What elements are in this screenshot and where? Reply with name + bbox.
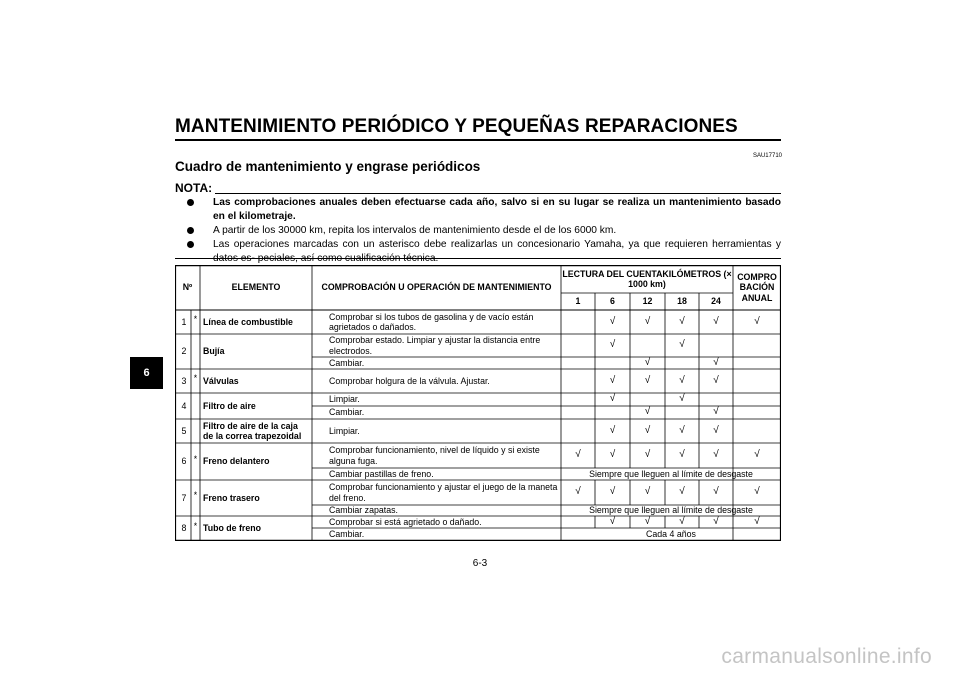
asterisk-marker: * bbox=[193, 314, 198, 324]
operation-text: Cambiar pastillas de freno. bbox=[329, 468, 434, 479]
asterisk-marker bbox=[191, 334, 200, 369]
check-mark: √ bbox=[575, 486, 581, 498]
empty-cell bbox=[733, 406, 781, 419]
maintenance-table bbox=[175, 265, 781, 541]
check-mark: √ bbox=[609, 374, 616, 386]
check-mark: √ bbox=[754, 315, 760, 327]
interval-span: Cada 4 años bbox=[646, 529, 696, 540]
header-element: ELEMENTO bbox=[231, 282, 281, 293]
title-rule bbox=[175, 139, 781, 141]
check-mark: √ bbox=[609, 393, 616, 405]
empty-cell bbox=[699, 334, 733, 357]
asterisk-marker: * bbox=[193, 373, 198, 383]
check-mark: √ bbox=[754, 486, 760, 498]
check-mark: √ bbox=[609, 486, 616, 498]
check-mark: √ bbox=[644, 424, 651, 436]
operation-text: Comprobar holgura de la válvula. Ajustar. bbox=[329, 375, 490, 386]
check-mark: √ bbox=[644, 374, 651, 386]
check-mark: √ bbox=[679, 449, 685, 461]
nota-rule bbox=[215, 193, 781, 194]
header-interval: 6 bbox=[610, 296, 615, 307]
header-interval: 1 bbox=[575, 296, 581, 307]
check-mark: √ bbox=[713, 449, 719, 461]
check-mark: √ bbox=[575, 449, 581, 461]
empty-cell bbox=[630, 393, 665, 406]
empty-cell bbox=[699, 393, 733, 406]
operation-text: Cambiar. bbox=[329, 529, 365, 540]
asterisk-marker bbox=[191, 393, 200, 419]
check-mark: √ bbox=[713, 406, 719, 418]
element-name: Filtro de aire de la caja de la correa trapezoidal bbox=[203, 420, 302, 441]
empty-cell bbox=[595, 406, 630, 419]
empty-cell bbox=[561, 516, 595, 528]
empty-cell bbox=[733, 357, 781, 369]
asterisk-marker: * bbox=[193, 490, 198, 500]
interval-span: Siempre que lleguen al límite de desgaste bbox=[589, 505, 753, 516]
element-name: Válvulas bbox=[203, 375, 239, 386]
check-mark: √ bbox=[679, 515, 685, 527]
operation-text: Limpiar. bbox=[329, 425, 360, 436]
header-annual: COMPRO BACIÓN ANUAL bbox=[737, 271, 777, 303]
check-mark: √ bbox=[609, 339, 616, 351]
nota-item-repeat bbox=[187, 224, 781, 238]
check-mark: √ bbox=[644, 356, 651, 368]
empty-cell bbox=[561, 369, 595, 393]
header-interval: 24 bbox=[711, 296, 721, 307]
asterisk-marker bbox=[191, 419, 200, 443]
empty-cell bbox=[561, 310, 595, 334]
check-mark: √ bbox=[644, 515, 651, 527]
check-mark: √ bbox=[609, 449, 616, 461]
row-number: 8 bbox=[181, 523, 187, 534]
operation-text: Cambiar. bbox=[329, 357, 365, 368]
check-mark: √ bbox=[679, 374, 685, 386]
empty-cell bbox=[733, 369, 781, 393]
check-mark: √ bbox=[644, 486, 651, 498]
operation-text: Comprobar funcionamiento, nivel de líquido y si existe alguna fuga. bbox=[329, 445, 540, 466]
page-number: 6-3 bbox=[472, 558, 488, 569]
check-mark: √ bbox=[679, 486, 685, 498]
empty-cell bbox=[733, 419, 781, 443]
check-mark: √ bbox=[609, 424, 616, 436]
operation-text: Cambiar zapatas. bbox=[329, 505, 398, 516]
empty-cell bbox=[665, 406, 699, 419]
nota-text: A partir de los 30000 km, repita los intervalos de mantenimiento desde el de los 6000 km. bbox=[213, 225, 617, 236]
nota-item-annual bbox=[187, 196, 781, 224]
empty-cell bbox=[733, 393, 781, 406]
operation-text: Limpiar. bbox=[329, 394, 360, 405]
check-mark: √ bbox=[679, 393, 685, 405]
check-mark: √ bbox=[713, 315, 719, 327]
empty-cell bbox=[561, 334, 595, 357]
header-no: Nº bbox=[182, 282, 193, 293]
interval-span: Siempre que lleguen al límite de desgaste bbox=[589, 468, 753, 479]
check-mark: √ bbox=[679, 424, 685, 436]
empty-cell bbox=[595, 357, 630, 369]
nota-text: Las operaciones marcadas con un asterisco debe realizarlas un concesionario Yamaha, ya que requieren herramientas y bbox=[213, 239, 781, 250]
row-number: 7 bbox=[181, 492, 187, 503]
element-name: Bujía bbox=[203, 346, 225, 357]
nota-label: NOTA: bbox=[175, 181, 213, 195]
asterisk-marker: * bbox=[193, 453, 198, 464]
check-mark: √ bbox=[713, 374, 719, 386]
row-number: 5 bbox=[181, 425, 187, 436]
row-number: 3 bbox=[181, 375, 187, 386]
check-mark: √ bbox=[644, 315, 651, 327]
element-name: Tubo de freno bbox=[203, 523, 261, 534]
element-name: Filtro de aire bbox=[203, 400, 256, 411]
empty-cell bbox=[630, 334, 665, 357]
check-mark: √ bbox=[754, 449, 760, 461]
check-mark: √ bbox=[713, 356, 719, 368]
element-name: Línea de combustible bbox=[203, 316, 293, 327]
check-mark: √ bbox=[679, 339, 685, 351]
bullet-icon bbox=[187, 227, 194, 234]
operation-text: Comprobar funcionamiento y ajustar el juego de la maneta del freno. bbox=[329, 482, 558, 503]
element-name: Freno delantero bbox=[203, 456, 270, 467]
bullet-icon bbox=[187, 199, 194, 206]
empty-cell bbox=[733, 334, 781, 357]
header-operation: COMPROBACIÓN U OPERACIÓN DE MANTENIMIENTO bbox=[321, 282, 552, 293]
row-number: 4 bbox=[181, 400, 187, 411]
row-number: 1 bbox=[181, 316, 187, 327]
check-mark: √ bbox=[644, 406, 651, 418]
header-odometer: LECTURA DEL CUENTAKILÓMETROS (× 1000 km) bbox=[562, 268, 732, 289]
nota-text: Las comprobaciones anuales deben efectuarse cada año, salvo si en su lugar se realiza un mantenimiento basado en el kilometraje. bbox=[213, 197, 781, 222]
operation-text: Comprobar si los tubos de gasolina y de vacío están agrietados o dañados. bbox=[329, 311, 534, 332]
operation-text: Comprobar estado. Limpiar y ajustar la distancia entre electrodos. bbox=[329, 335, 541, 356]
empty-cell bbox=[665, 357, 699, 369]
page-title: MANTENIMIENTO PERIÓDICO Y PEQUEÑAS REPARACIONES bbox=[175, 116, 738, 137]
operation-text: Comprobar si está agrietado o dañado. bbox=[329, 516, 482, 527]
notes-rule bbox=[175, 258, 781, 259]
bullet-icon bbox=[187, 241, 194, 248]
check-mark: √ bbox=[713, 515, 719, 527]
row-number: 6 bbox=[181, 456, 187, 467]
reference-code: SAU17710 bbox=[752, 153, 782, 159]
element-name: Freno trasero bbox=[203, 492, 260, 503]
nota-item-dealer bbox=[187, 238, 781, 266]
empty-cell bbox=[561, 393, 595, 406]
check-mark: √ bbox=[644, 449, 651, 461]
empty-cell bbox=[561, 357, 595, 369]
check-mark: √ bbox=[679, 315, 685, 327]
header-interval: 18 bbox=[677, 296, 687, 307]
section-title: Cuadro de mantenimiento y engrase periódicos bbox=[175, 159, 481, 174]
watermark: carmanualsonline.info bbox=[721, 645, 932, 668]
header-interval: 12 bbox=[642, 296, 653, 307]
asterisk-marker: * bbox=[193, 520, 198, 531]
row-number: 2 bbox=[181, 346, 187, 357]
operation-text: Cambiar. bbox=[329, 407, 365, 418]
check-mark: √ bbox=[609, 315, 616, 327]
empty-cell bbox=[561, 419, 595, 443]
check-mark: √ bbox=[609, 515, 616, 527]
chapter-tab[interactable]: 6 bbox=[130, 357, 163, 389]
check-mark: √ bbox=[713, 424, 719, 436]
check-mark: √ bbox=[754, 515, 760, 527]
empty-cell bbox=[561, 406, 595, 419]
check-mark: √ bbox=[713, 486, 719, 498]
